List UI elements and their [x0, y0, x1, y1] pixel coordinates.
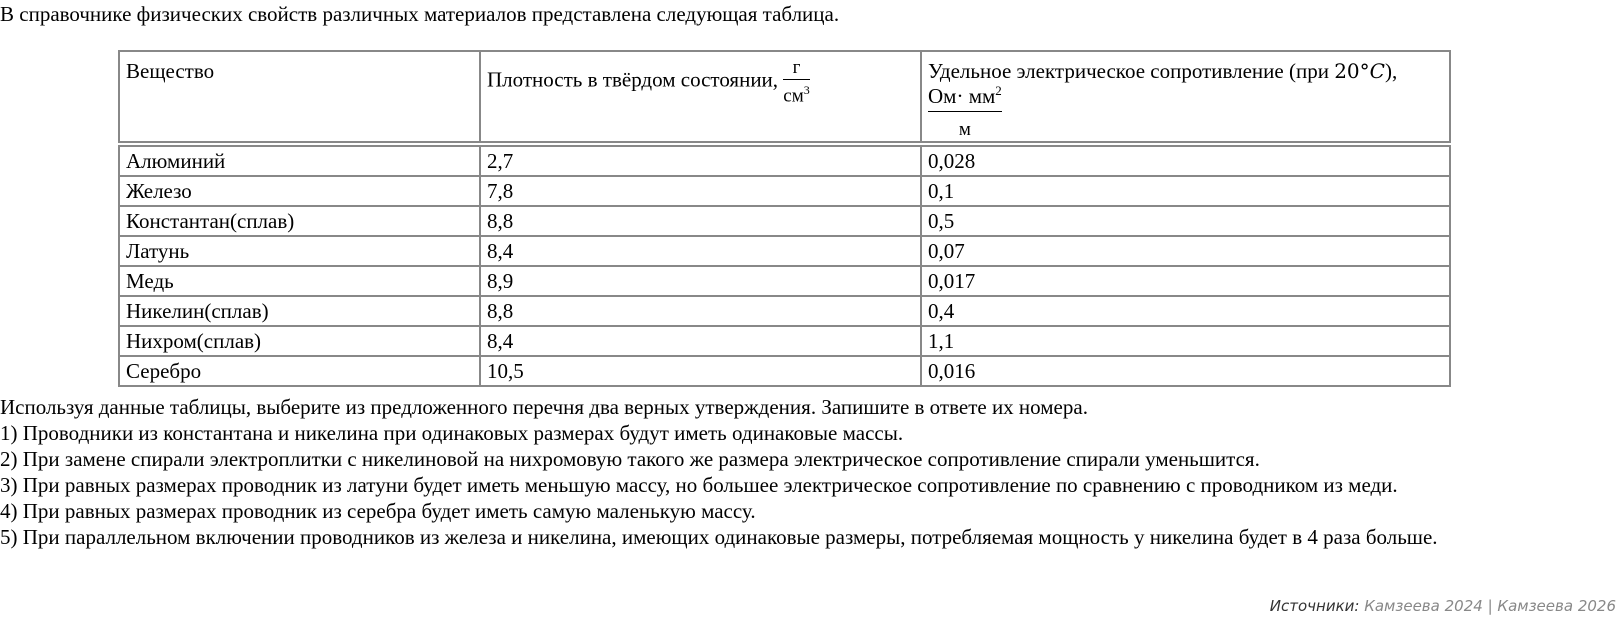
- density-unit: [783, 58, 809, 105]
- cell-density: 8,8: [480, 206, 921, 236]
- cell-substance: Алюминий: [119, 144, 480, 176]
- cell-resistivity: 0,5: [921, 206, 1450, 236]
- statement-5: 5) При параллельном включении проводников из железа и никелина, имеющих одинаковые размеры, потребляемая мощность у никелина будет в 4 раза больше.: [0, 525, 1438, 549]
- cell-density: 10,5: [480, 356, 921, 386]
- resistivity-close: ),: [1384, 59, 1398, 83]
- density-unit-exponent: 3: [803, 83, 810, 97]
- task-block: [0, 394, 1600, 550]
- table-row: [119, 266, 1450, 296]
- source-link-2024[interactable]: Камзеева 2024: [1364, 597, 1483, 615]
- table-header-row: [119, 51, 1450, 144]
- resistivity-temp-unit: C: [1369, 59, 1385, 83]
- table-row: [119, 356, 1450, 386]
- task-instruction: Используя данные таблицы, выберите из предложенного перечня два верных утверждения. Запишите в ответе их номера.: [0, 395, 1088, 419]
- header-density: [480, 51, 921, 144]
- density-label: Плотность в твёрдом состоянии,: [487, 67, 779, 92]
- source-label: Источники:: [1269, 597, 1360, 615]
- cell-substance: Латунь: [119, 236, 480, 266]
- cell-substance: Медь: [119, 266, 480, 296]
- resistivity-unit: [928, 84, 1002, 139]
- cell-substance: Железо: [119, 176, 480, 206]
- cell-density: 8,4: [480, 236, 921, 266]
- resistivity-unit-exponent: 2: [995, 83, 1002, 98]
- cell-resistivity: 0,016: [921, 356, 1450, 386]
- resistivity-unit-numerator: [928, 84, 1002, 112]
- cell-substance: Никелин(сплав): [119, 296, 480, 326]
- cell-resistivity: 0,017: [921, 266, 1450, 296]
- resistivity-unit-denominator: м: [958, 119, 971, 140]
- cell-density: 8,9: [480, 266, 921, 296]
- table-row: [119, 236, 1450, 266]
- resistivity-unit-num-text: Ом· мм: [928, 84, 996, 108]
- cell-density: 2,7: [480, 144, 921, 176]
- materials-table: [118, 50, 1451, 387]
- statement-3: 3) При равных размерах проводник из латуни будет иметь меньшую массу, но большее электрическое сопротивление по сравнению с проводником из меди.: [0, 473, 1398, 497]
- header-substance: Вещество: [119, 51, 480, 144]
- source-link-2026[interactable]: Камзеева 2026: [1497, 597, 1616, 615]
- cell-substance: Нихром(сплав): [119, 326, 480, 356]
- cell-density: 7,8: [480, 176, 921, 206]
- density-unit-numerator: г: [783, 58, 809, 80]
- intro-text: В справочнике физических свойств различных материалов представлена следующая таблица.: [0, 2, 840, 26]
- cell-resistivity: 1,1: [921, 326, 1450, 356]
- density-unit-denominator: [783, 80, 809, 105]
- cell-resistivity: 0,4: [921, 296, 1450, 326]
- density-unit-den-text: см: [783, 85, 804, 107]
- cell-density: 8,8: [480, 296, 921, 326]
- source-separator: |: [1487, 597, 1493, 615]
- cell-resistivity: 0,07: [921, 236, 1450, 266]
- table-row: [119, 296, 1450, 326]
- statement-4: 4) При равных размерах проводник из серебра будет иметь самую маленькую массу.: [0, 499, 756, 523]
- table-row: [119, 144, 1450, 176]
- cell-substance: Константан(сплав): [119, 206, 480, 236]
- resistivity-label: Удельное электрическое сопротивление (при: [928, 59, 1329, 83]
- table-row: [119, 176, 1450, 206]
- source-line: [1270, 597, 1616, 615]
- resistivity-temp: 20°: [1334, 59, 1370, 83]
- cell-resistivity: 0,028: [921, 144, 1450, 176]
- statement-2: 2) При замене спирали электроплитки с никелиновой на нихромовую такого же размера электрическое сопротивление спирали уменьшится.: [0, 447, 1260, 471]
- table-row: [119, 206, 1450, 236]
- statement-1: 1) Проводники из константана и никелина при одинаковых размерах будут иметь одинаковые массы.: [0, 421, 904, 445]
- cell-density: 8,4: [480, 326, 921, 356]
- cell-resistivity: 0,1: [921, 176, 1450, 206]
- header-resistivity: [921, 51, 1450, 144]
- table-row: [119, 326, 1450, 356]
- cell-substance: Серебро: [119, 356, 480, 386]
